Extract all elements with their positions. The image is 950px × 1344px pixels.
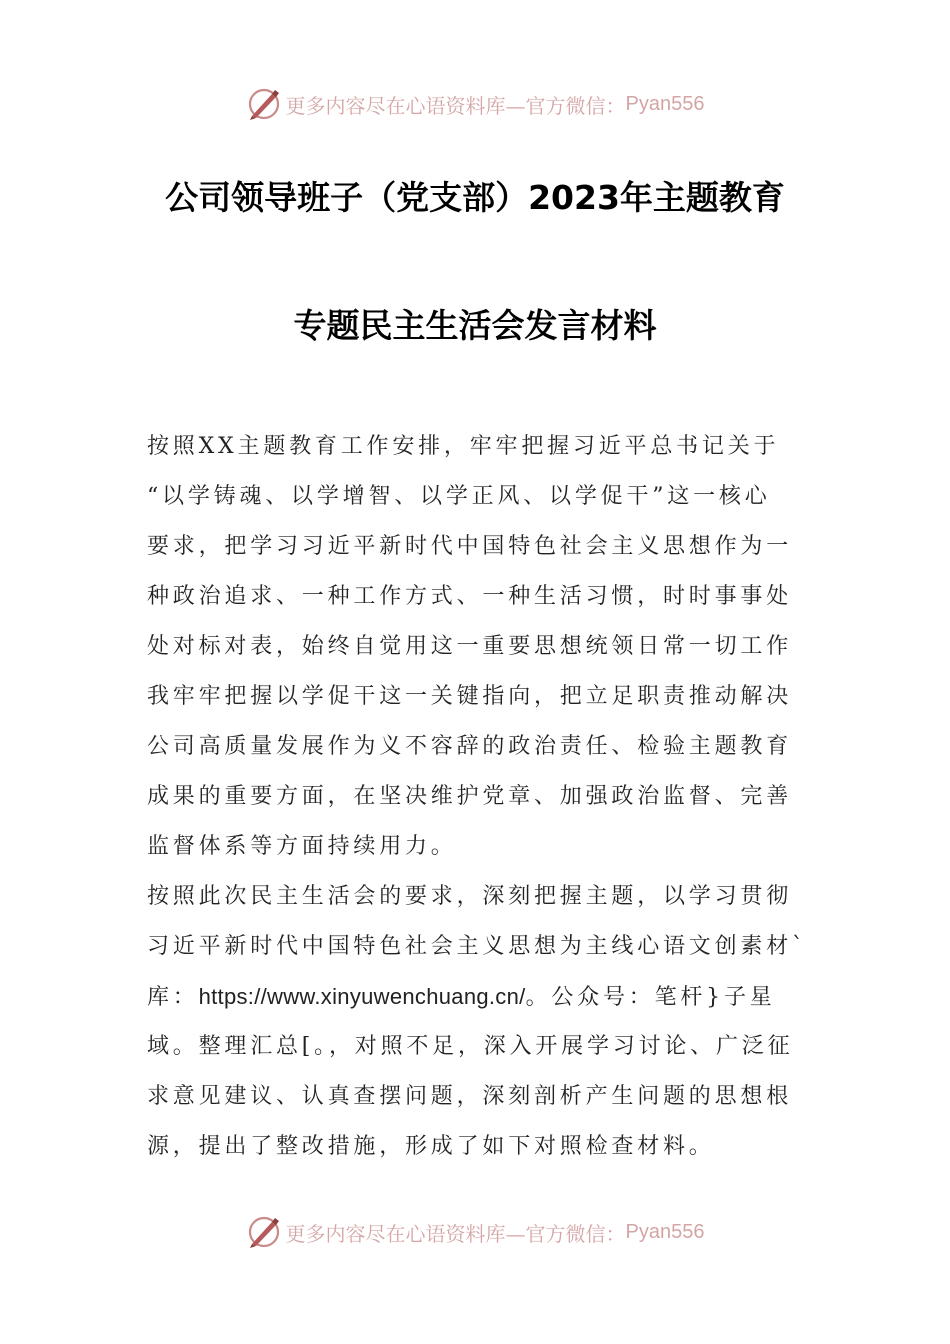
- paragraph-line: 公司高质量发展作为义不容辞的政治责任、检验主题教育: [147, 734, 793, 759]
- paragraph-line: 种政治追求、一种工作方式、一种生活习惯，时时事事处: [147, 584, 793, 609]
- paragraph-line: 成果的重要方面，在坚决维护党章、加强政治监督、完善: [147, 784, 793, 809]
- paragraph-line: 域。整理汇总[。，对照不足，深入开展学习讨论、广泛征: [147, 1034, 794, 1059]
- footer-banner: [0, 1212, 950, 1252]
- banner-text: 更多内容尽在心语资料库—官方微信：: [285, 1221, 626, 1246]
- paragraph-line: 要求，把学习习近平新时代中国特色社会主义思想作为一: [147, 534, 793, 559]
- paragraph-line-prefix: 库：: [147, 985, 199, 1010]
- banner-text: 更多内容尽在心语资料库—官方微信：: [285, 93, 626, 118]
- paragraph-2: [147, 872, 807, 1172]
- paragraph-line: 监督体系等方面持续用力。: [147, 834, 457, 859]
- paragraph-line: 按照此次民主生活会的要求，深刻把握主题，以学习贯彻: [147, 884, 793, 909]
- paragraph-line: 求意见建议、认真查摆问题，深刻剖析产生问题的思想根: [147, 1084, 793, 1109]
- document-title-line-1: 公司领导班子（党支部）2023年主题教育: [165, 178, 785, 217]
- paragraph-line: 源，提出了整改措施，形成了如下对照检查材料。: [147, 1134, 715, 1159]
- pen-circle-icon: [246, 86, 282, 122]
- document-title-line-2: 专题民主生活会发言材料: [293, 306, 657, 345]
- paragraph-line: “以学铸魂、以学增智、以学正风、以学促干”这一核心: [147, 484, 771, 509]
- paragraph-line: 按照XX主题教育工作安排，牢牢把握习近平总书记关于: [147, 434, 780, 459]
- website-link[interactable]: https://www.xinyuwenchuang.cn/: [198, 984, 526, 1009]
- paragraph-line: [147, 972, 807, 1022]
- header-banner: [0, 84, 950, 124]
- pen-circle-icon: [246, 1214, 282, 1250]
- paragraph-line: 我牢牢把握以学促干这一关键指向，把立足职责推动解决: [147, 684, 793, 709]
- paragraph-1: [147, 422, 807, 872]
- paragraph-line: 处对标对表，始终自觉用这一重要思想统领日常一切工作: [147, 634, 793, 659]
- paragraph-line: 习近平新时代中国特色社会主义思想为主线心语文创素材`: [147, 934, 807, 959]
- banner-wechat-handle: Pyan556: [625, 1220, 705, 1243]
- banner-wechat-handle: Pyan556: [625, 92, 705, 115]
- paragraph-line-suffix: 。公众号：笔杆}子星: [525, 985, 776, 1010]
